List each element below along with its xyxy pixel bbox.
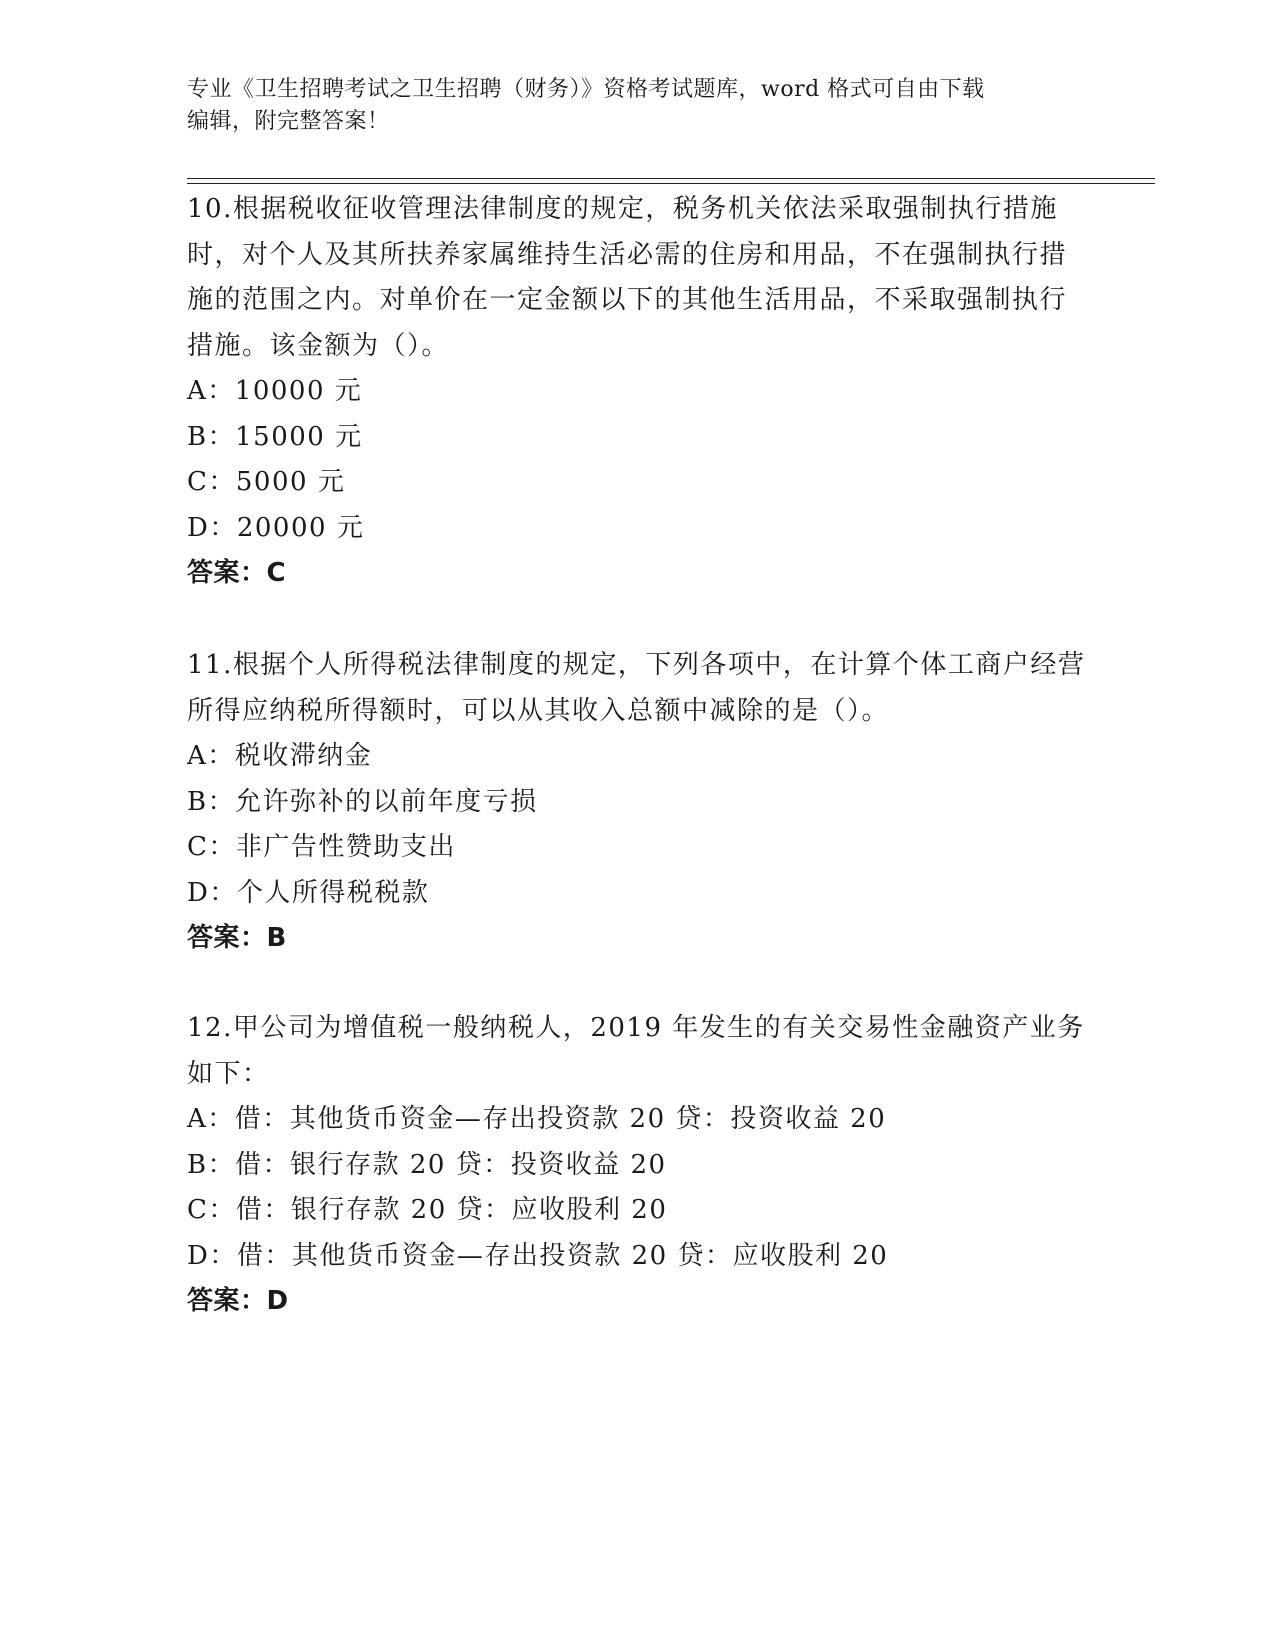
option-b: B：15000 元: [187, 421, 363, 452]
header-line-2: 编辑，附完整答案！: [187, 109, 390, 134]
option-c: C：5000 元: [187, 467, 346, 497]
question-stem: 11.根据个人所得税法律制度的规定，下列各项中，在计算个体工商户经营所得应纳税所得额时，可以从其收入总额中减除的是（）。: [187, 650, 1086, 726]
option-b: B：允许弥补的以前年度亏损: [187, 786, 538, 817]
option-a: A：借：其他货币资金—存出投资款 20 贷：投资收益 20: [187, 1104, 887, 1134]
option-b: B：借：银行存款 20 贷：投资收益 20: [187, 1149, 667, 1180]
question-12: [187, 1006, 1087, 1325]
option-c: C：非广告性赞助支出: [187, 832, 456, 862]
option-d: D：个人所得税税款: [187, 877, 430, 908]
document-header: [187, 74, 1087, 138]
option-d: D：20000 元: [187, 512, 365, 543]
question-stem: 12.甲公司为增值税一般纳税人，2019 年发生的有关交易性金融资产业务如下：: [187, 1013, 1085, 1089]
header-line-1: 专业《卫生招聘考试之卫生招聘（财务）》资格考试题库，word 格式可自由下载: [187, 77, 985, 102]
option-d: D：借：其他货币资金—存出投资款 20 贷：应收股利 20: [187, 1240, 889, 1271]
header-divider-bottom: [187, 183, 1155, 184]
option-c: C：借：银行存款 20 贷：应收股利 20: [187, 1195, 668, 1225]
answer: 答案：D: [187, 1286, 289, 1316]
question-10: [187, 187, 1087, 597]
option-a: A：税收滞纳金: [187, 741, 373, 771]
header-divider-top: [187, 178, 1155, 179]
option-a: A：10000 元: [187, 376, 363, 406]
answer: 答案：B: [187, 923, 287, 953]
question-stem: 10.根据税收征收管理法律制度的规定，税务机关依法采取强制执行措施时，对个人及其所扶养家属维持生活必需的住房和用品，不在强制执行措施的范围之内。对单价在一定金额以下的其他生活用品，不采取强制执行措施。该金额为（）。: [187, 194, 1068, 361]
question-11: [187, 643, 1087, 962]
answer: 答案：C: [187, 558, 287, 588]
